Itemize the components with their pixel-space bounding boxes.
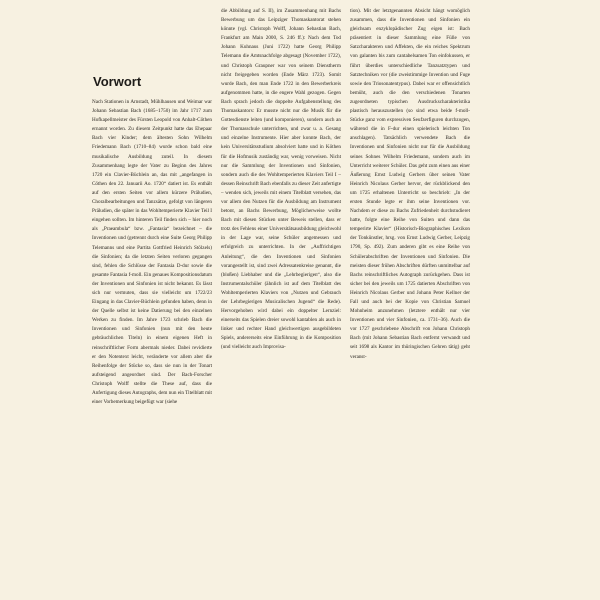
column-3-text: tion). Mit der letztgenannten Absicht hängt womöglich zusammen, dass die Inventionen und Sinfonien ein gleichsam enzyklopädischer Zug eigen ist: Bach präsentiert in dieser Sammlung eine Fülle von Satzcharakteren und Affekten, die ein reiches Spektrum von galanten bis zum cantabelsamen Ton einfokussen, er führt überdies unterschiedliche Tanzsatztypen und Satztechniken vor (die zweistimmige Invention und Fuge sowie den Triosonatentypus). Dabei war er offensichtlich bemüht, auch die den verschiedenen Tonarten zugeordneten typischen Ausdruckscharakteristika plastisch herauszustellen (so sind etwa beide f-moll-Stücke ganz vom expressiven Seufzerfiguren durchzogen, während die in F-dur einen spielerisch leichten Ton anschlagen). Tatsächlich verwendete Bach die Inventionen und Sinfonien nicht nur für die Ausbildung seines Sohnes Wilhelm Friedemann, sondern auch im Unterricht weiterer Schüler. Das geht zum einen aus einer Äußerung Ernst Ludwig Gerbers über seinen Vater Heinrich Nicolaus Gerber hervor, der rückblickend den um 1725 erhaltenen Unterricht so beschrieb: „In der ersten Stunde legte er ihm seine Inventionen vor. Nachdem er diese zu Bachs Zufriedenheit durchstudieret hatte, folgte eine Reihe von Suiten und dann das temperirte Klavier“ (Historisch-Biographisches Lexikon der Tonkünstler, hrsg. von Ernst Ludwig Gerber, Leipzig 1790, Sp. 492). Zum anderen gibt es eine Reihe von Schülerabschriften der Inventionen und Sinfonien. Die meisten dieser frühen Abschriften dürften unmittelbar auf Bachs reinschriftliches Autograph zurückgehen. Dass ist sicher bei den jeweils um 1725 datierten Abschriften von Heinrich Nicolaus Gerber und Johann Peter Kellner der Fall und auch bei der Kopie von Christian Samuel Mohnheim anzunehmen (letztere enthält nur vier Inventionen und vier Sinfonien, ca. 1731–36). Auch die vor 1727 geschriebene Abschrift von Johann Christoph Bach (mit Johann Sebastian Bach entfernt verwandt und seit 1698 als Kantor im thüringischen Gehren tätig) geht veranst-	[350, 8, 470, 360]
column-1-text: Nach Stationen in Arnstadt, Mühlhausen und Weimar war Johann Sebastian Bach (1685–1750) im Jahr 1717 zum Hofkapellmeister des Fürsten Leopold von Anhalt-Cöthen ernannt worden. Zu diesem Zeitpunkt hatte das Ehepaar Bach vier Kinder; dem ältesten Sohn Wilhelm Friedemann Bach (1710–84) wurde schon bald eine musikalische Ausbildung zuteil. In diesem Zusammenhang legte der Vater zu Beginn des Jahres 1720 ein Clavier-Büchlein an, das mit „angefangen in Cöthen den 22. Januarii Ao. 1720“ datiert ist. Es enthält auf den ersten Seiten vor allem kürzere Präludien, Choralbearbeitungen und Tanzsätze, gefolgt von längeren Präludien, die später in das Wohltemperierte Klavier Teil I eingehen sollten. Im hinteren Teil finden sich – hier noch als „Praeambula“ bzw. „Fantasia“ bezeichnet – die Inventionen und (getrennt durch eine Suite Georg Philipp Telemanns und eine Partita Gottfried Heinrich Stölzels) die Sinfonien; da die letzten Seiten verloren gegangen sind, fehlen die Schlüsse der Fantasia D-dur sowie die gesamte Fantasia f-moll. Ein genaues Kompositionsdatum der Inventionen und Sinfonien ist nicht bekannt. Es lässt sich nur vermuten, dass sie vielleicht um 1722/23 Eingang in das Clavier-Büchlein gefunden haben, denn in der Quelle selbst ist keine Datierung bei den einzelnen Werken zu finden. Im Jahre 1723 schrieb Bach die Inventionen und Sinfonien (nun mit den heute gebräuchlichen Titeln) in einem eigenen Heft in reinschriftlicher Form abermals nieder. Dabei revidierte er den Notentext leicht, veränderte vor allem aber die Reihenfolge der Stücke so, dass sie nun in der Tonart aufsteigend angeordnet sind. Der Bach-Forscher Christoph Wolff stellte die These auf, dass die Anfertigung dieses Autographs, dem nun ein Titelblatt mit einer Vorbemerkung beigefügt war (siehe	[92, 99, 212, 406]
text-column-3	[350, 7, 470, 593]
text-column-1	[92, 98, 212, 592]
text-column-2	[221, 7, 341, 593]
column-2-text: die Abbildung auf S. II), im Zusammenhang mit Bachs Bewerbung um das Leipziger Thomaskantorat stehen könnte (vgl. Christoph Wolff, Johann Sebastian Bach, Frankfurt am Main 2000, S. 246 ff.): Nach dem Tod Johann Kuhnaus (Juni 1722) hatte Georg Philipp Telemann die Amtsnachfolge abgesagt (November 1722), und Christoph Graupner war von seinem Dienstherrn nicht freigegeben worden (Ende März 1723). Somit wurde Bach, den man Ende 1722 in den Bewerberkreis aufgenommen hatte, in die engere Wahl gezogen. Gegen Bach sprach jedoch die doppelte Aufgabenstellung des Thomaskantors: Er musste nicht nur die Musik für die Gottesdienste leiten (und komponieren), sondern auch an der Thomasschule unterrichten, und zwar u. a. Gesang und einzelne Instrumente. Hier aber konnte Bach, der kein Universitätsstudium absolviert hatte und in Köthen für die Hofmusik zuständig war, wenig vorweisen. Nicht nur die Sammlung der Inventionen und Sinfonien, sondern auch die des Wohltemperierten Klaviers Teil I – dessen Reinschrift Bach ebenfalls zu dieser Zeit anfertigte – wenden sich, jeweils mit einem Titelblatt versehen, das vor allem den Nutzen für die Ausbildung am Instrument betont, an Bachs Bewerbung, Möglicherweise wollte Bach mit diesen Stücken unter Beweis stellen, dass er trotz des Fehlens einer Universitätsausbildung gleichwohl in der Lage war, seine Schüler angemessen und erfolgreich zu unterrichten. In der „Auffrichtigen Anleitung“, die den Inventionen und Sinfonien vorangestellt ist, sind zwei Adressatenkreise genannt, die (bloßen) Liebhaber und die „Lehrbegierigen“, also die Instrumentalschüler (ähnlich ist auf dem Titelblatt des Wohltemperierten Klaviers von „Nutzen und Gebrauch der Lehrbegierigen Musicalischen Jugend“ die Rede). Hervorgehoben wird dabei ein doppelter Lernziel: einerseits das Spielen dreier sowohl kantablen als auch in linker und rechter Hand gleichwertigen ausgebildeten Spiels, andererseits eine Einführung in die Komposition (und vielleicht auch Improvisa-	[221, 8, 341, 351]
page-heading: Vorwort	[93, 74, 142, 89]
